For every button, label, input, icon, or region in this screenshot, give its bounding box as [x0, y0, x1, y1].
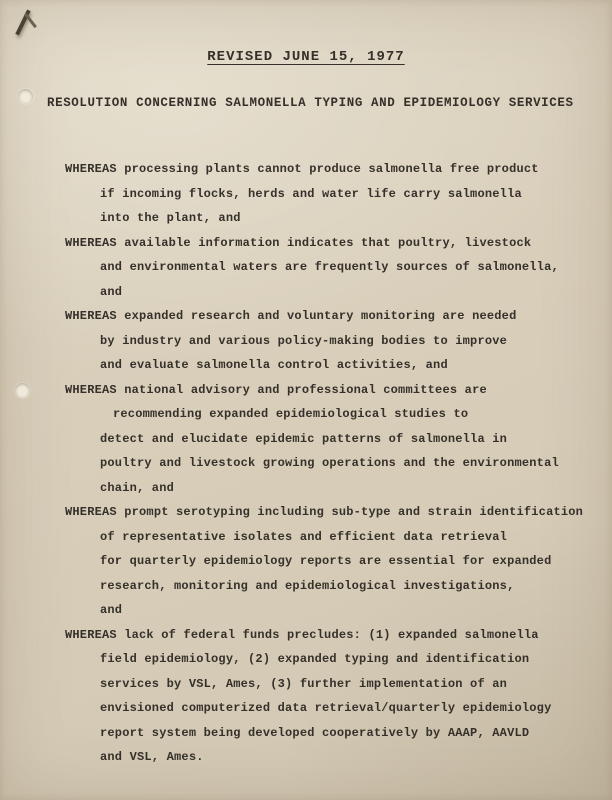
document-line: and: [100, 284, 123, 299]
document-line: WHEREAS processing plants cannot produce salmonella free product: [65, 162, 539, 176]
document-line: and environmental waters are frequently sources of salmonella,: [100, 260, 559, 274]
document-line: poultry and livestock growing operations and the environmental: [100, 456, 559, 470]
document-line: envisioned computerized data retrieval/quarterly epidemiology: [100, 701, 552, 715]
document-line: report system being developed cooperatively by AAAP, AAVLD: [100, 725, 530, 740]
document-line: and: [100, 603, 123, 617]
document-line: for quarterly epidemiology reports are essential for expanded: [100, 554, 552, 568]
document-line: WHEREAS expanded research and voluntary monitoring are needed: [65, 309, 517, 323]
whereas-paragraph: [65, 623, 598, 770]
document-line: WHEREAS national advisory and professional committees are: [65, 382, 487, 397]
document-line: and VSL, Ames.: [100, 750, 204, 764]
hole-punch: [15, 383, 30, 398]
whereas-paragraph: [65, 157, 598, 231]
document-line: detect and elucidate epidemic patterns of salmonella in: [100, 431, 508, 446]
document-line: of representative isolates and efficient data retrieval: [100, 529, 508, 544]
document-line: research, monitoring and epidemiological investigations,: [100, 578, 515, 593]
document-line: if incoming flocks, herds and water life carry salmonella: [100, 186, 522, 201]
document-line: field epidemiology, (2) expanded typing and identification: [100, 652, 530, 666]
revision-date: REVISED JUNE 15, 1977: [207, 49, 405, 65]
document-line: WHEREAS prompt serotyping including sub-type and strain identification: [65, 505, 584, 519]
document-line: by industry and various policy-making bodies to improve: [100, 333, 508, 348]
whereas-paragraph: [65, 304, 598, 378]
whereas-paragraph: [65, 378, 598, 501]
document-line: chain, and: [100, 480, 175, 495]
document-line: WHEREAS available information indicates that poultry, livestock: [65, 235, 532, 250]
hole-punch: [18, 89, 33, 104]
staple-mark: [13, 7, 47, 41]
document-body: [65, 157, 598, 770]
revision-header: [0, 49, 612, 65]
whereas-paragraph: [65, 231, 598, 305]
document-line: into the plant, and: [100, 211, 241, 225]
document-title: RESOLUTION CONCERNING SALMONELLA TYPING AND EPIDEMIOLOGY SERVICES: [47, 96, 574, 110]
document-line: recommending expanded epidemiological studies to: [113, 407, 469, 421]
document-line: services by VSL, Ames, (3) further implementation of an: [100, 676, 508, 691]
document-line: and evaluate salmonella control activities, and: [100, 358, 448, 372]
whereas-paragraph: [65, 500, 598, 623]
document-line: WHEREAS lack of federal funds precludes: (1) expanded salmonella: [65, 627, 539, 642]
